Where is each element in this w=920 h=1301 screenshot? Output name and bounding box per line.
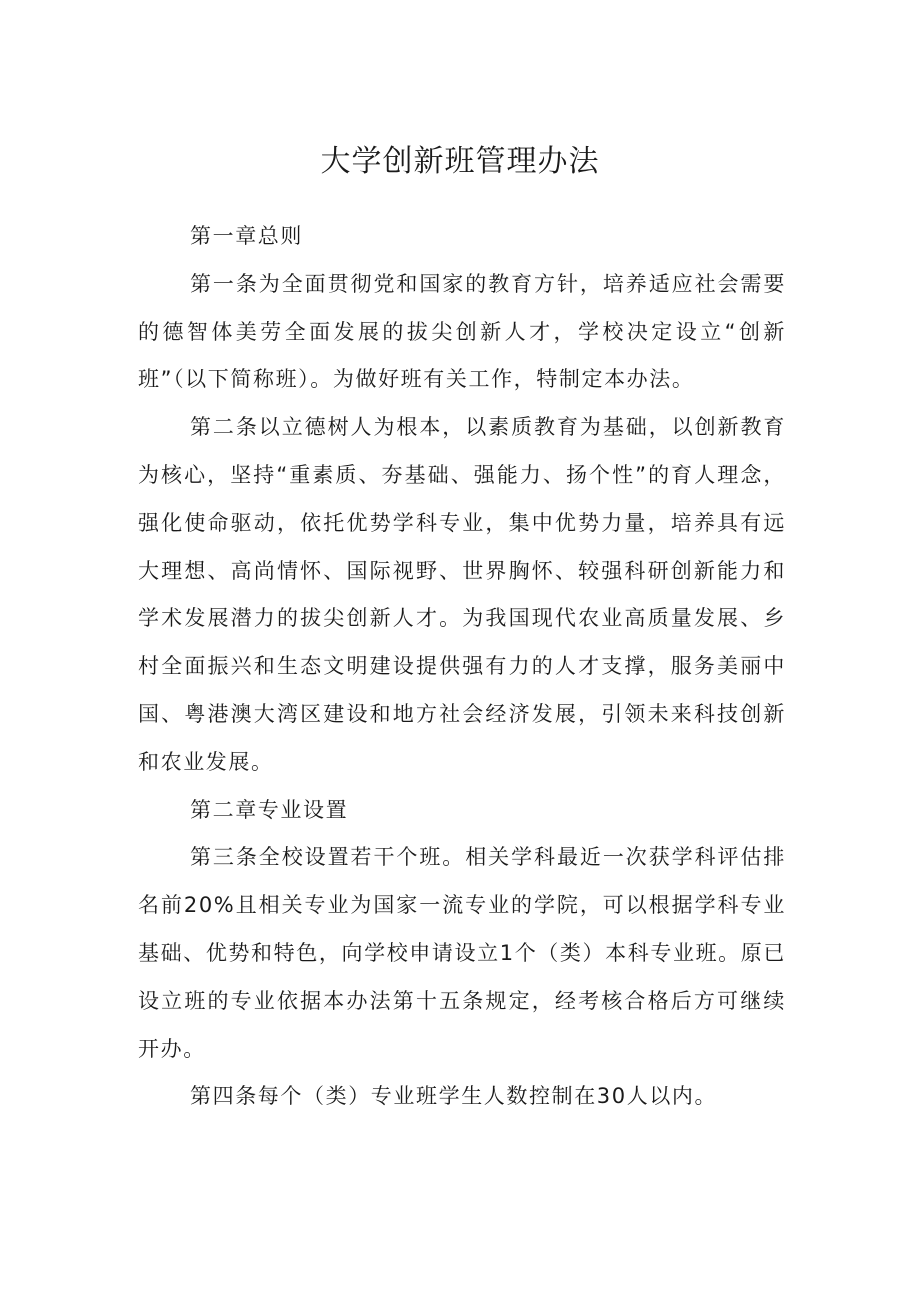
document-body bbox=[138, 213, 786, 1121]
article-4-paragraph: 第四条每个（类）专业班学生人数控制在30人以内。 bbox=[190, 1084, 718, 1109]
chapter-heading-general: 第一章总则 bbox=[190, 224, 303, 248]
article-2-paragraph: 第二条以立德树人为根本，以素质教育为基础，以创新教育为核心，坚持“重素质、夯基础、强能力、扬个性”的育人理念，强化使命驱动，依托优势学科专业，集中优势力量，培养具有远大理想、高尚情怀、国际视野、世界胸怀、较强科研创新能力和学术发展潜力的拔尖创新人才。为我国现代农业高质量发展、乡村全面振兴和生态文明建设提供强有力的人才支撑，服务美丽中国、粤港澳大湾区建设和地方社会经济发展，引领未来科技创新和农业发展。 bbox=[138, 415, 786, 774]
article-3-paragraph: 第三条全校设置若干个班。相关学科最近一次获学科评估排名前20%且相关专业为国家一流专业的学院，可以根据学科专业基础、优势和特色，向学校申请设立1个（类）本科专业班。原已设立班的专业依据本办法第十五条规定，经考核合格后方可继续开办。 bbox=[138, 845, 786, 1061]
chapter-heading-major-settings: 第二章专业设置 bbox=[190, 797, 349, 822]
document-title: 大学创新班管理办法 bbox=[320, 144, 600, 179]
article-1-paragraph: 第一条为全面贯彻党和国家的教育方针，培养适应社会需要的德智体美劳全面发展的拔尖创新人才，学校决定设立“创新班”（以下简称班）。为做好班有关工作，特制定本办法。 bbox=[138, 271, 786, 392]
